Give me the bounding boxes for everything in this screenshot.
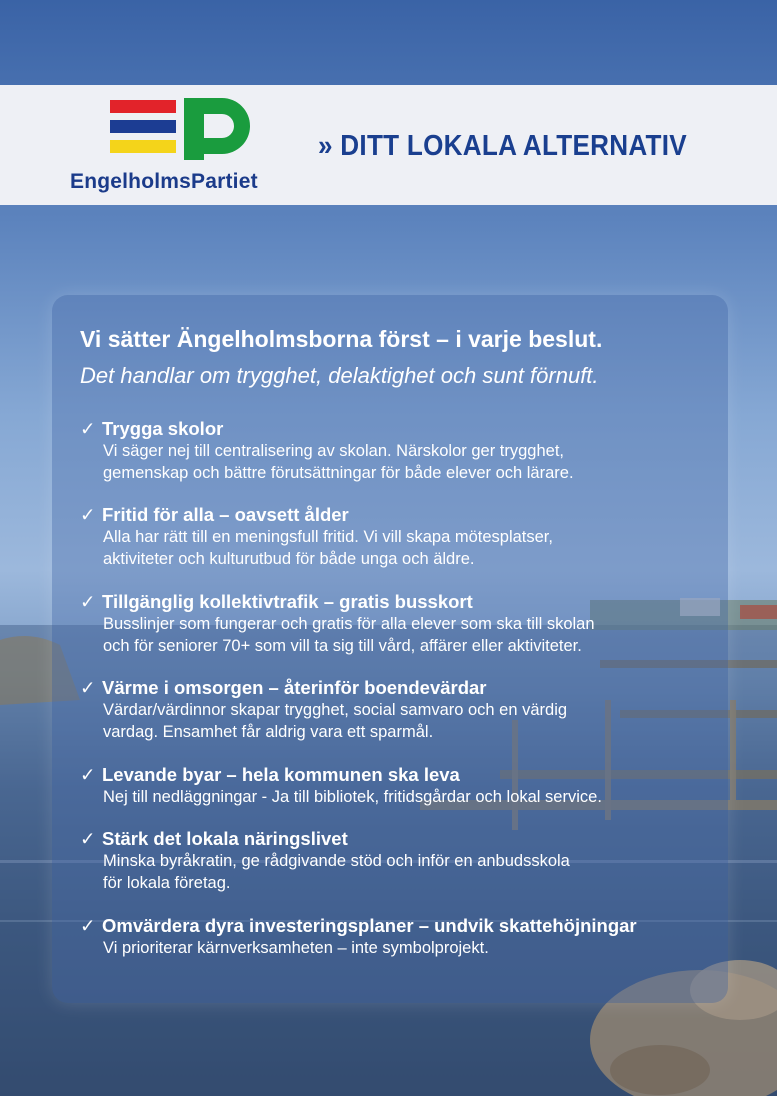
item-line: aktiviteter och kulturutbud för både unga och äldre. bbox=[103, 550, 475, 568]
item-title bbox=[80, 915, 720, 937]
item-body bbox=[103, 786, 720, 808]
item-line: Vi prioriterar kärnverksamheten – inte symbolprojekt. bbox=[103, 939, 489, 957]
item-line: Vi säger nej till centralisering av skolan. Närskolor ger trygghet, bbox=[103, 442, 564, 460]
logo-bar-red bbox=[110, 100, 176, 113]
item-line: vardag. Ensamhet får aldrig vara ett sparmål. bbox=[103, 723, 434, 741]
logo-text: EngelholmsPartiet bbox=[70, 170, 258, 193]
item-line: gemenskap och bättre förutsättningar för både elever och lärare. bbox=[103, 464, 574, 482]
check-icon: ✓ bbox=[80, 677, 96, 698]
check-icon: ✓ bbox=[80, 828, 96, 849]
item-body bbox=[103, 699, 720, 743]
item-line: Nej till nedläggningar - Ja till bibliotek, fritidsgårdar och lokal service. bbox=[103, 788, 602, 806]
list-item-care bbox=[80, 677, 720, 743]
item-line: och för seniorer 70+ som vill ta sig till vård, affärer eller aktiviteter. bbox=[103, 637, 582, 655]
check-icon: ✓ bbox=[80, 915, 96, 936]
list-item-transport bbox=[80, 591, 720, 657]
item-title bbox=[80, 828, 720, 850]
item-title-text: Tillgänglig kollektivtrafik – gratis busskort bbox=[102, 591, 473, 612]
logo-bar-blue bbox=[110, 120, 176, 133]
item-title bbox=[80, 764, 720, 786]
logo-p-icon bbox=[182, 98, 250, 160]
list-item-business bbox=[80, 828, 720, 894]
check-icon: ✓ bbox=[80, 504, 96, 525]
item-body bbox=[103, 937, 720, 959]
tagline: » DITT LOKALA ALTERNATIV bbox=[318, 130, 687, 162]
list-item-investments bbox=[80, 915, 720, 959]
item-title-text: Stärk det lokala näringslivet bbox=[102, 828, 348, 849]
item-title-text: Omvärdera dyra investeringsplaner – undvik skattehöjningar bbox=[102, 915, 637, 936]
item-body bbox=[103, 613, 720, 657]
item-line: Värdar/värdinnor skapar trygghet, social samvaro och en värdig bbox=[103, 701, 568, 719]
item-line: Alla har rätt till en meningsfull fritid. Vi vill skapa mötesplatser, bbox=[103, 528, 553, 546]
item-title bbox=[80, 677, 720, 699]
list-item-villages bbox=[80, 764, 720, 808]
item-title-text: Fritid för alla – oavsett ålder bbox=[102, 504, 349, 525]
item-line: Minska byråkratin, ge rådgivande stöd och inför en anbudsskola bbox=[103, 852, 570, 870]
logo-mark bbox=[110, 100, 176, 160]
item-title bbox=[80, 418, 720, 440]
check-icon: ✓ bbox=[80, 418, 96, 439]
check-icon: ✓ bbox=[80, 591, 96, 612]
item-body bbox=[103, 850, 720, 894]
item-title-text: Levande byar – hela kommunen ska leva bbox=[102, 764, 460, 785]
item-line: för lokala företag. bbox=[103, 874, 231, 892]
headline: Vi sätter Ängelholmsborna först – i varje beslut. bbox=[80, 326, 603, 352]
item-title-text: Värme i omsorgen – återinför boendevärdar bbox=[102, 677, 487, 698]
item-title bbox=[80, 591, 720, 613]
item-line: Busslinjer som fungerar och gratis för alla elever som ska till skolan bbox=[103, 615, 595, 633]
list-item-schools bbox=[80, 418, 720, 484]
logo-bar-yellow bbox=[110, 140, 176, 153]
item-body bbox=[103, 440, 720, 484]
check-icon: ✓ bbox=[80, 764, 96, 785]
subheadline: Det handlar om trygghet, delaktighet och sunt förnuft. bbox=[80, 363, 599, 388]
item-title bbox=[80, 504, 720, 526]
list-item-leisure bbox=[80, 504, 720, 570]
item-title-text: Trygga skolor bbox=[102, 418, 224, 439]
item-body bbox=[103, 526, 720, 570]
